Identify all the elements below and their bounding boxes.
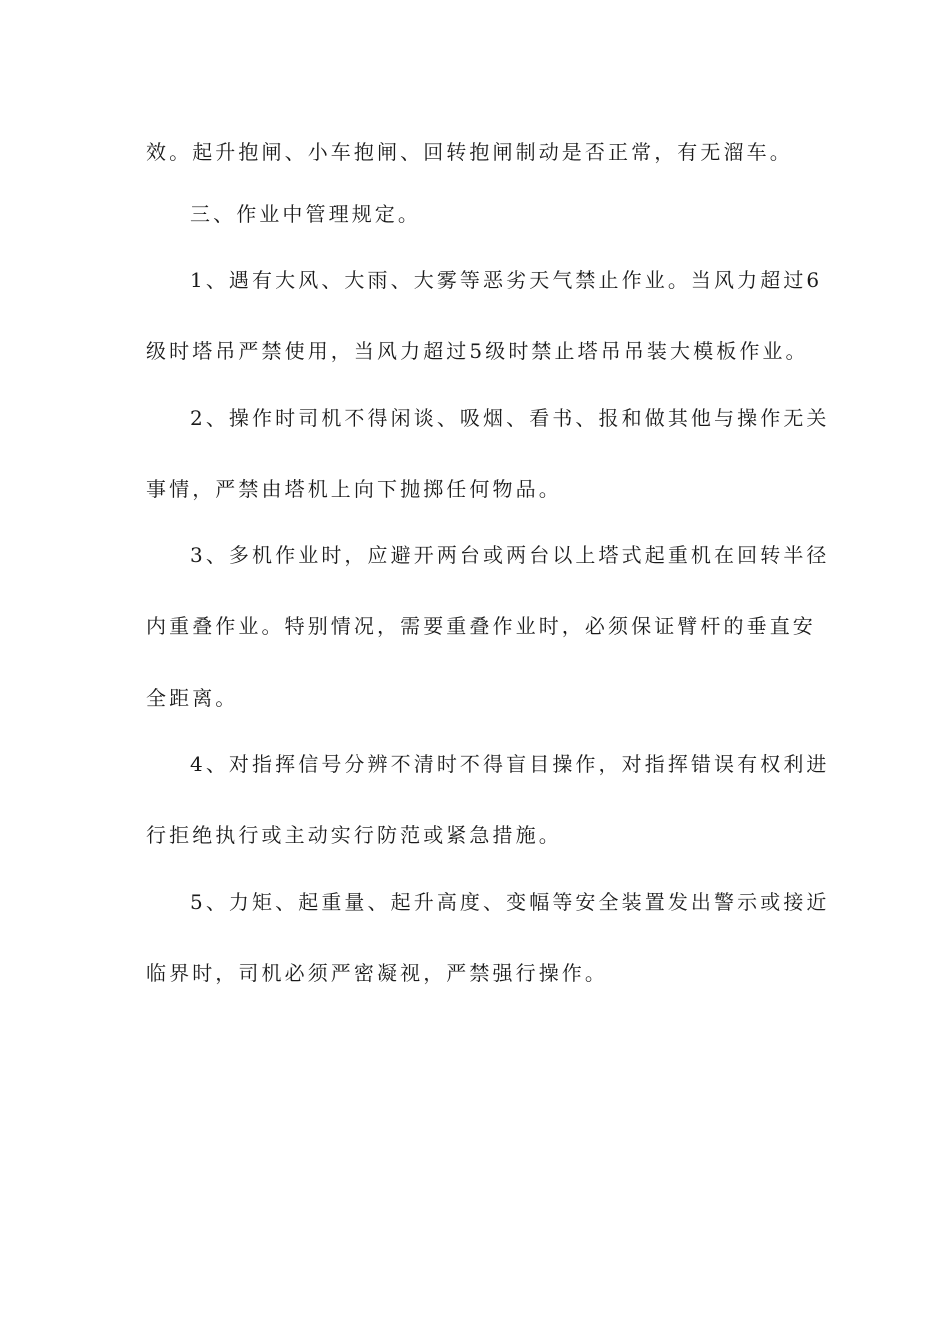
paragraph-line: 3、多机作业时，应避开两台或两台以上塔式起重机在回转半径 (190, 543, 830, 567)
paragraph-line: 效。起升抱闸、小车抱闸、回转抱闸制动是否正常，有无溜车。 (146, 140, 793, 164)
paragraph-line: 行拒绝执行或主动实行防范或紧急措施。 (146, 823, 562, 847)
section-heading: 三、作业中管理规定。 (190, 202, 421, 226)
paragraph-line: 全距离。 (146, 686, 239, 710)
paragraph-line: 内重叠作业。特别情况，需要重叠作业时，必须保证臂杆的垂直安 (146, 614, 816, 638)
paragraph-line: 临界时，司机必须严密凝视，严禁强行操作。 (146, 961, 608, 985)
paragraph-line: 4、对指挥信号分辨不清时不得盲目操作，对指挥错误有权利进 (190, 752, 830, 776)
paragraph-line: 1、遇有大风、大雨、大雾等恶劣天气禁止作业。当风力超过6 (190, 268, 823, 292)
paragraph-line: 2、操作时司机不得闲谈、吸烟、看书、报和做其他与操作无关 (190, 406, 830, 430)
paragraph-line: 事情，严禁由塔机上向下抛掷任何物品。 (146, 477, 562, 501)
paragraph-line: 级时塔吊严禁使用，当风力超过5级时禁止塔吊吊装大模板作业。 (146, 339, 809, 363)
paragraph-line: 5、力矩、起重量、起升高度、变幅等安全装置发出警示或接近 (190, 890, 830, 914)
